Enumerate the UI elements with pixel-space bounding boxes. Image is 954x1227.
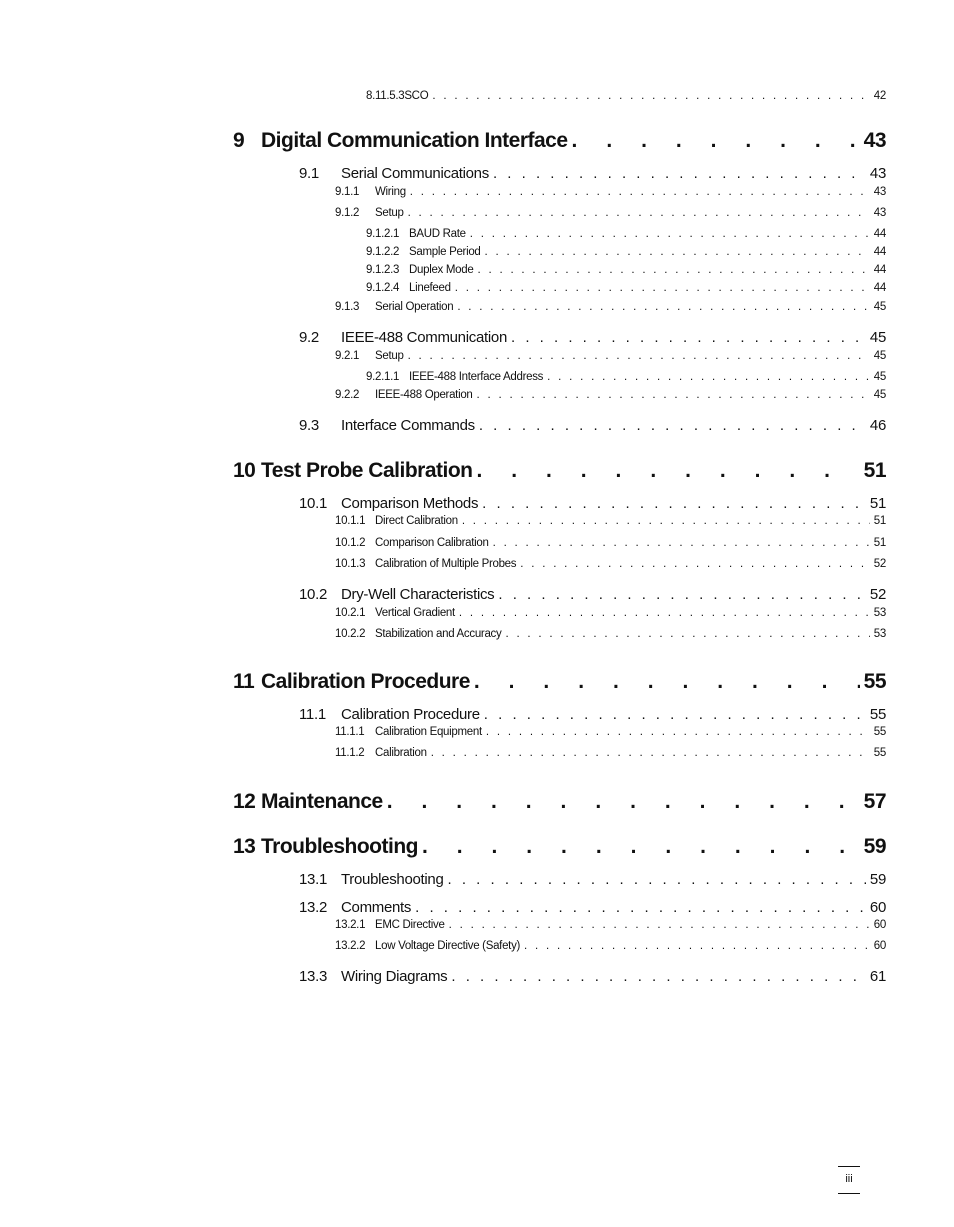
toc-subsection[interactable]: [335, 350, 886, 362]
toc-title: Dry-Well Characteristics: [341, 586, 495, 603]
toc-subsection[interactable]: [335, 919, 886, 931]
toc-page: 60: [873, 919, 886, 931]
dot-leader: [457, 301, 869, 313]
toc-section[interactable]: [299, 899, 886, 916]
toc-subsubsection[interactable]: [366, 371, 886, 383]
toc-page: 43: [863, 129, 886, 152]
toc-title: Duplex Mode: [409, 264, 474, 276]
toc-page: 59: [869, 871, 886, 888]
toc-number: 9.1.2: [335, 207, 360, 219]
dot-leader: [498, 586, 866, 603]
toc-section[interactable]: [299, 165, 886, 182]
toc-title: EMC Directive: [375, 919, 445, 931]
toc-title: Calibration Equipment: [375, 726, 482, 738]
toc-title: Maintenance: [261, 790, 383, 813]
toc-title: Sample Period: [409, 246, 481, 258]
toc-number: 9: [233, 129, 245, 152]
toc-page: 55: [873, 747, 886, 759]
dot-leader: [455, 282, 870, 294]
toc-title: Digital Communication Interface: [261, 129, 568, 152]
toc-subsection[interactable]: [335, 940, 886, 952]
toc-number: 13: [233, 835, 256, 858]
toc-number: 9.2.2: [335, 389, 360, 401]
toc-number: 9.2.1: [335, 350, 360, 362]
dot-leader: [520, 558, 870, 570]
toc-title: Direct Calibration: [375, 515, 458, 527]
toc-title: SCO: [404, 90, 429, 102]
toc-chapter[interactable]: [233, 835, 886, 859]
dot-leader: [511, 329, 866, 346]
dot-leader: [547, 371, 870, 383]
toc-number: 10.2: [299, 586, 327, 603]
toc-page: 51: [873, 537, 886, 549]
dot-leader: [459, 607, 870, 619]
dot-leader: [493, 537, 870, 549]
toc-subsubsection[interactable]: [366, 228, 886, 240]
toc-number: 9.1.2.1: [366, 228, 400, 240]
toc-number: 10.1.1: [335, 515, 366, 527]
dot-leader: [524, 940, 870, 952]
toc-subsubsection[interactable]: [366, 246, 886, 258]
toc-page: 60: [873, 940, 886, 952]
toc-section[interactable]: [299, 495, 886, 512]
dot-leader: [408, 207, 870, 219]
toc-page: 42: [873, 90, 886, 102]
toc-page: 45: [873, 371, 886, 383]
toc-title: Troubleshooting: [341, 871, 444, 888]
toc-page: 51: [873, 515, 886, 527]
dot-leader: [448, 871, 866, 888]
toc-page: 44: [873, 228, 886, 240]
dot-leader: [486, 726, 870, 738]
toc-page: 61: [869, 968, 886, 985]
page-number: iii: [845, 1173, 853, 1185]
dot-leader: [387, 790, 860, 814]
toc-page: 53: [873, 607, 886, 619]
dot-leader: [431, 747, 870, 759]
toc-title: Serial Operation: [375, 301, 454, 313]
toc-page: 55: [863, 670, 886, 693]
toc-subsection[interactable]: [335, 747, 886, 759]
toc-page: 57: [863, 790, 886, 813]
toc-page: 52: [869, 586, 886, 603]
dot-leader: [470, 228, 870, 240]
toc-title: Setup: [375, 350, 404, 362]
dot-leader: [422, 835, 860, 859]
toc-title: Low Voltage Directive (Safety): [375, 940, 521, 952]
dot-leader: [485, 246, 870, 258]
toc-title: Stabilization and Accuracy: [375, 628, 502, 640]
toc-page: 43: [873, 207, 886, 219]
toc-page: 45: [869, 329, 886, 346]
toc-chapter[interactable]: [233, 670, 886, 694]
toc-entry[interactable]: [366, 90, 886, 102]
toc-page: 45: [873, 389, 886, 401]
toc-number: 10.1.3: [335, 558, 366, 570]
toc-chapter[interactable]: [233, 459, 886, 483]
toc-section[interactable]: [299, 706, 886, 723]
toc-page: 43: [873, 186, 886, 198]
toc-subsubsection[interactable]: [366, 282, 886, 294]
toc-page: 44: [873, 264, 886, 276]
toc-page: 44: [873, 246, 886, 258]
toc-number: 9.2: [299, 329, 319, 346]
toc-title: Serial Communications: [341, 165, 489, 182]
toc-page: 43: [869, 165, 886, 182]
toc-number: 9.1.3: [335, 301, 360, 313]
toc-title: Calibration Procedure: [261, 670, 470, 693]
toc-page: 53: [873, 628, 886, 640]
toc-subsection[interactable]: [335, 607, 886, 619]
toc-page: 55: [873, 726, 886, 738]
dot-leader: [474, 670, 860, 694]
toc-title: Test Probe Calibration: [261, 459, 473, 482]
toc-section[interactable]: [299, 417, 886, 434]
toc-chapter[interactable]: [233, 790, 886, 814]
toc-number: 10: [233, 459, 256, 482]
dot-leader: [477, 264, 869, 276]
dot-leader: [572, 129, 860, 153]
dot-leader: [479, 417, 866, 434]
dot-leader: [482, 495, 866, 512]
toc-title: Wiring Diagrams: [341, 968, 448, 985]
toc-number: 9.2.1.1: [366, 371, 400, 383]
toc-subsection[interactable]: [335, 726, 886, 738]
toc-page: 46: [869, 417, 886, 434]
toc-page: 45: [873, 301, 886, 313]
dot-leader: [493, 165, 866, 182]
toc-section[interactable]: [299, 586, 886, 603]
toc-page: 45: [873, 350, 886, 362]
toc-title: Setup: [375, 207, 404, 219]
toc-section[interactable]: [299, 329, 886, 346]
toc-page: 51: [863, 459, 886, 482]
toc-number: 9.1.1: [335, 186, 360, 198]
dot-leader: [505, 628, 869, 640]
toc-title: Linefeed: [409, 282, 451, 294]
toc-subsection[interactable]: [335, 537, 886, 549]
toc-number: 11.1: [299, 706, 326, 723]
toc-number: 12: [233, 790, 256, 813]
toc-title: Comments: [341, 899, 412, 916]
toc-title: Calibration of Multiple Probes: [375, 558, 517, 570]
toc-number: 9.1.2.4: [366, 282, 400, 294]
toc-title: Comparison Methods: [341, 495, 479, 512]
dot-leader: [477, 389, 870, 401]
toc-title: BAUD Rate: [409, 228, 466, 240]
dot-leader: [415, 899, 866, 916]
toc-number: 13.1: [299, 871, 327, 888]
toc-title: Wiring: [375, 186, 406, 198]
toc-number: 9.1: [299, 165, 319, 182]
toc-title: Calibration: [375, 747, 427, 759]
dot-leader: [476, 459, 859, 483]
page-footer: [838, 1166, 860, 1194]
toc-page: 51: [869, 495, 886, 512]
dot-leader: [451, 968, 866, 985]
toc-section[interactable]: [299, 871, 886, 888]
toc-number: 10.2.1: [335, 607, 366, 619]
toc-title: IEEE-488 Communication: [341, 329, 507, 346]
toc-page: 59: [863, 835, 886, 858]
toc-subsection[interactable]: [335, 301, 886, 313]
toc-number: 8.11.5.3: [366, 90, 405, 102]
dot-leader: [410, 186, 870, 198]
toc-number: 13.2: [299, 899, 327, 916]
toc-number: 10.1: [299, 495, 327, 512]
dot-leader: [462, 515, 870, 527]
toc-section[interactable]: [299, 968, 886, 985]
toc-subsection[interactable]: [335, 558, 886, 570]
toc-number: 13.2.1: [335, 919, 366, 931]
toc-title: IEEE-488 Operation: [375, 389, 473, 401]
toc-subsection[interactable]: [335, 389, 886, 401]
toc-subsection[interactable]: [335, 628, 886, 640]
toc-title: Calibration Procedure: [341, 706, 480, 723]
dot-leader: [484, 706, 866, 723]
toc-number: 13.2.2: [335, 940, 366, 952]
toc-title: Comparison Calibration: [375, 537, 489, 549]
toc-number: 13.3: [299, 968, 327, 985]
toc-page: 60: [869, 899, 886, 916]
toc-number: 9.1.2.3: [366, 264, 400, 276]
toc-subsection[interactable]: [335, 207, 886, 219]
toc-number: 10.2.2: [335, 628, 366, 640]
toc-page: 52: [873, 558, 886, 570]
toc-page: 55: [869, 706, 886, 723]
toc-title: Troubleshooting: [261, 835, 418, 858]
dot-leader: [432, 90, 869, 102]
toc-number: 9.1.2.2: [366, 246, 400, 258]
dot-leader: [449, 919, 870, 931]
toc-subsection[interactable]: [335, 515, 886, 527]
toc-title: Interface Commands: [341, 417, 475, 434]
toc-number: 10.1.2: [335, 537, 366, 549]
toc-chapter[interactable]: [233, 129, 886, 153]
toc-subsection[interactable]: [335, 186, 886, 198]
toc-page: 44: [873, 282, 886, 294]
toc-number: 11.1.1: [335, 726, 365, 738]
toc-number: 11: [233, 670, 255, 693]
toc-number: 11.1.2: [335, 747, 365, 759]
toc-title: IEEE-488 Interface Address: [409, 371, 544, 383]
toc-number: 9.3: [299, 417, 319, 434]
dot-leader: [408, 350, 870, 362]
toc-subsubsection[interactable]: [366, 264, 886, 276]
toc-title: Vertical Gradient: [375, 607, 455, 619]
